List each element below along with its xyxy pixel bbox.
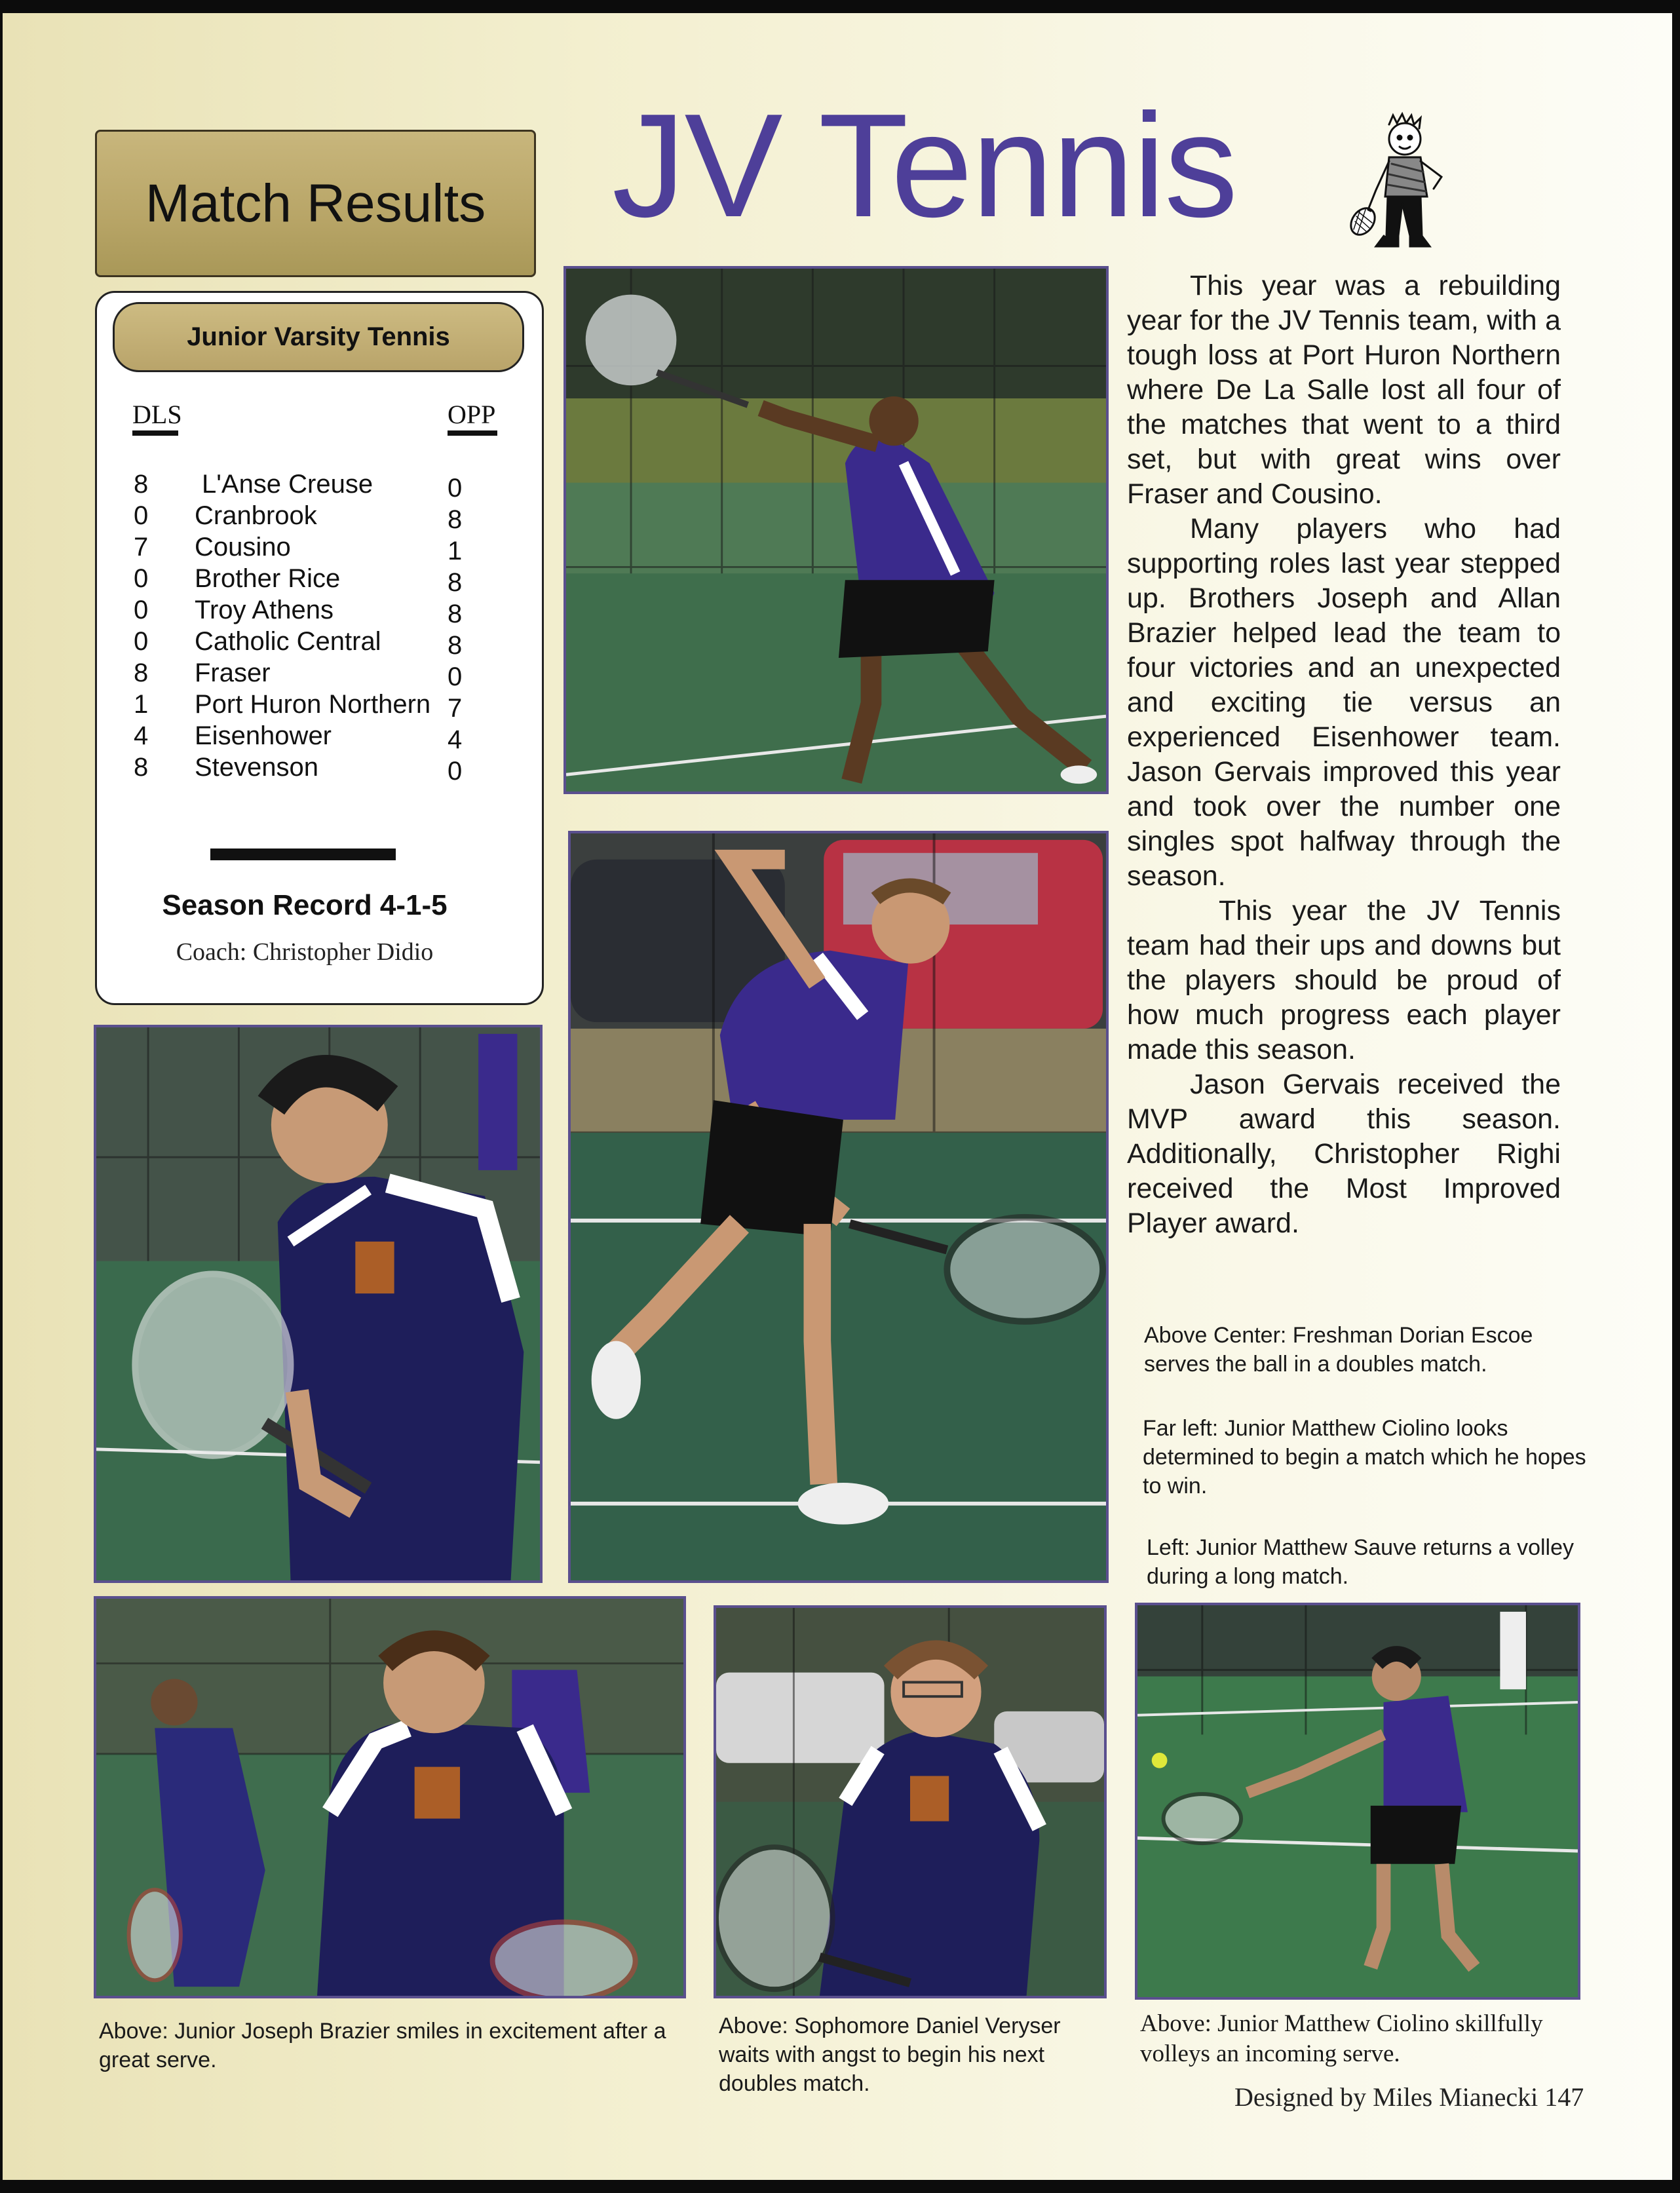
photo-matthew-ciolino-volley [1135, 1603, 1580, 2000]
photo-matthew-sauve [568, 831, 1109, 1583]
opp-score: 0 [448, 474, 463, 503]
opponent-name: Port Huron Northern [195, 690, 431, 719]
score-row [97, 596, 546, 627]
article-paragraph: This year was a rebuilding year for the JV Tennis team, with a tough loss at Port Huron Northern where De La Salle lost all four of the matches that went to a third set, but with great wins over Fraser and Cousino. [1127, 270, 1561, 510]
dls-score: 0 [134, 627, 149, 656]
dls-score: 8 [134, 753, 149, 782]
caption-far-left: Far left: Junior Matthew Ciolino looks determined to begin a match which he hopes to win. [1143, 1416, 1586, 1498]
opp-score: 8 [448, 631, 463, 660]
divider-bar [210, 849, 396, 860]
opponent-name: Fraser [195, 658, 271, 687]
score-row [97, 533, 546, 564]
opp-score: 8 [448, 505, 463, 534]
opponent-name: Stevenson [195, 753, 319, 782]
article-paragraph: Many players who had supporting roles last year stepped up. Brothers Joseph and Allan Brazier helped lead the team to four victories and an unexpected and exciting tie versus an experienced Eisenhower team. Jason Gervais improved this year and took over the number one singles spot halfway through the season. [1127, 513, 1561, 892]
photo-dorian-escoe [563, 266, 1109, 794]
caption-left: Left: Junior Matthew Sauve returns a volley during a long match. [1147, 1535, 1574, 1589]
opp-column-header: OPP [448, 400, 496, 429]
caption-bottom-left: Above: Junior Joseph Brazier smiles in excitement after a great serve. [99, 2019, 666, 2072]
article-paragraph: Jason Gervais received the MVP award this season. Additionally, Christopher Righi received the Most Improved Player award. [1127, 1069, 1561, 1239]
caption-bottom-right: Above: Junior Matthew Ciolino skillfully volleys an incoming serve. [1140, 2010, 1543, 2067]
caption-bottom-center: Above: Sophomore Daniel Veryser waits with angst to begin his next doubles match. [719, 2013, 1061, 2096]
score-row [97, 658, 546, 690]
score-row [97, 690, 546, 721]
opp-score: 0 [448, 757, 463, 786]
opponent-name: L'Anse Creuse [202, 470, 373, 499]
score-row [97, 564, 546, 596]
photo-joseph-brazier [94, 1596, 686, 1998]
dls-score: 0 [134, 501, 149, 530]
season-record: Season Record 4-1-5 [162, 889, 448, 921]
score-row [97, 470, 546, 501]
article-body [1127, 269, 1561, 1241]
opponent-name: Cousino [195, 533, 291, 562]
photo-daniel-veryser [714, 1605, 1107, 1998]
dls-score: 8 [134, 470, 149, 499]
opp-score: 8 [448, 600, 463, 628]
dls-header-rule [132, 430, 178, 436]
tennis-player-mascot-icon [1350, 111, 1468, 275]
opp-score: 7 [448, 694, 463, 723]
score-row [97, 501, 546, 533]
page-title: JV Tennis [612, 83, 1237, 248]
opp-score: 4 [448, 725, 463, 754]
score-row [97, 721, 546, 753]
dls-column-header: DLS [132, 400, 182, 429]
dls-score: 0 [134, 596, 149, 624]
photo-matthew-ciolino-far-left [94, 1025, 543, 1583]
opponent-name: Brother Rice [195, 564, 341, 593]
designer-credit: Designed by Miles Mianecki 147 [1234, 2082, 1584, 2112]
match-results-label: Match Results [145, 173, 486, 233]
match-results-label-box [95, 130, 536, 277]
scores-card [95, 291, 544, 1005]
article-paragraph: This year the JV Tennis team had their ups and downs but the players should be proud of how much progress each player made this season. [1127, 895, 1561, 1065]
dls-score: 7 [134, 533, 149, 562]
opponent-name: Eisenhower [195, 721, 332, 750]
opp-score: 8 [448, 568, 463, 597]
opponent-name: Cranbrook [195, 501, 317, 530]
dls-score: 4 [134, 721, 149, 750]
dls-score: 0 [134, 564, 149, 593]
caption-above-center: Above Center: Freshman Dorian Escoe serves the ball in a doubles match. [1144, 1323, 1533, 1377]
dls-score: 8 [134, 658, 149, 687]
opponent-name: Catholic Central [195, 627, 381, 656]
opp-score: 0 [448, 662, 463, 691]
dls-score: 1 [134, 690, 149, 719]
yearbook-page [3, 13, 1672, 2180]
opponent-name: Troy Athens [195, 596, 334, 624]
opp-header-rule [448, 430, 497, 436]
score-row [97, 627, 546, 658]
opp-score: 1 [448, 537, 463, 565]
score-row [97, 753, 546, 784]
coach-name: Coach: Christopher Didio [176, 938, 434, 966]
scores-card-title: Junior Varsity Tennis [113, 302, 524, 372]
